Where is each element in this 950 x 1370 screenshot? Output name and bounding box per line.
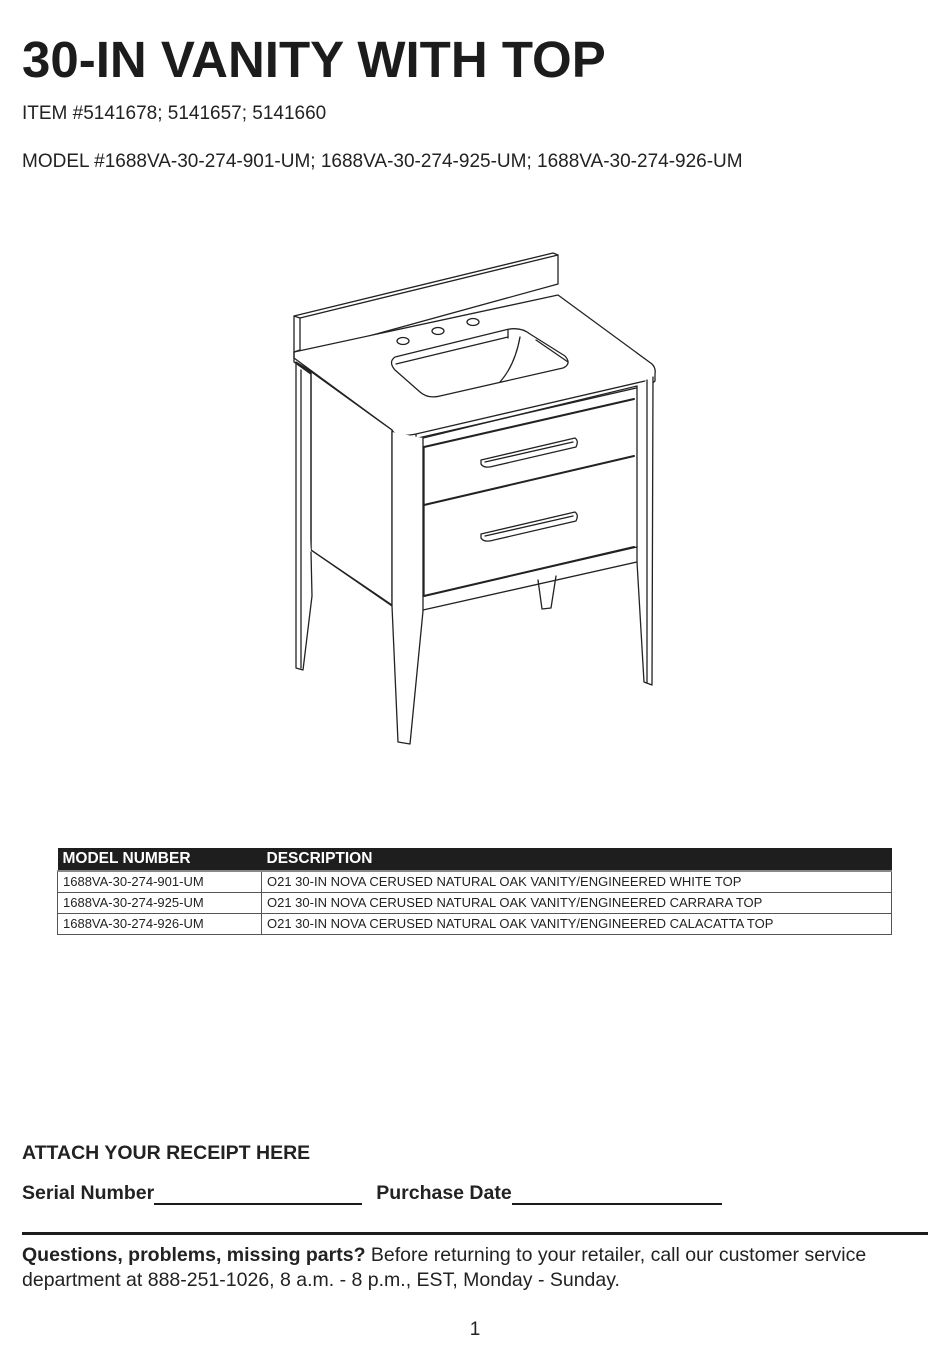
divider	[22, 1232, 928, 1235]
cell-description: O21 30-IN NOVA CERUSED NATURAL OAK VANITY/ENGINEERED CARRARA TOP	[262, 893, 892, 914]
model-numbers: MODEL #1688VA-30-274-901-UM; 1688VA-30-274-925-UM; 1688VA-30-274-926-UM	[22, 151, 743, 172]
receipt-form-row	[22, 1181, 722, 1205]
page-number: 1	[469, 1319, 481, 1340]
model-description-table	[57, 848, 892, 935]
leg-front-left	[392, 432, 423, 744]
table-header-row	[58, 848, 892, 871]
purchase-date-field[interactable]	[512, 1183, 722, 1205]
cell-description: O21 30-IN NOVA CERUSED NATURAL OAK VANITY/ENGINEERED CALACATTA TOP	[262, 914, 892, 935]
item-numbers: ITEM #5141678; 5141657; 5141660	[22, 103, 327, 124]
vanity-illustration	[280, 245, 670, 750]
serial-number-label: Serial Number	[22, 1182, 155, 1204]
column-header-description: DESCRIPTION	[262, 848, 892, 871]
customer-service-body: Before returning to your retailer, call our customer service department at 888-251-1026, 8 a.m. - 8 p.m., EST, Monday - Sunday.	[22, 1244, 867, 1291]
customer-service-lead: Questions, problems, missing parts?	[22, 1244, 366, 1266]
table-row	[58, 893, 892, 914]
serial-number-field[interactable]	[154, 1183, 362, 1205]
purchase-date-label: Purchase Date	[376, 1182, 512, 1204]
cell-description: O21 30-IN NOVA CERUSED NATURAL OAK VANITY/ENGINEERED WHITE TOP	[262, 871, 892, 893]
table-row	[58, 871, 892, 893]
cell-model-number: 1688VA-30-274-925-UM	[58, 893, 262, 914]
table-row	[58, 914, 892, 935]
drawer-handle-top	[481, 438, 577, 467]
receipt-heading: ATTACH YOUR RECEIPT HERE	[22, 1142, 311, 1164]
drawer-bottom	[424, 547, 634, 596]
cell-model-number: 1688VA-30-274-926-UM	[58, 914, 262, 935]
leg-front-right	[637, 377, 653, 685]
column-header-model-number: MODEL NUMBER	[58, 848, 262, 871]
page-title: 30-IN VANITY WITH TOP	[22, 31, 606, 88]
drawer-handle-bottom	[481, 512, 577, 541]
customer-service-note	[22, 1243, 932, 1293]
leg-back-left	[296, 362, 312, 670]
cell-model-number: 1688VA-30-274-901-UM	[58, 871, 262, 893]
